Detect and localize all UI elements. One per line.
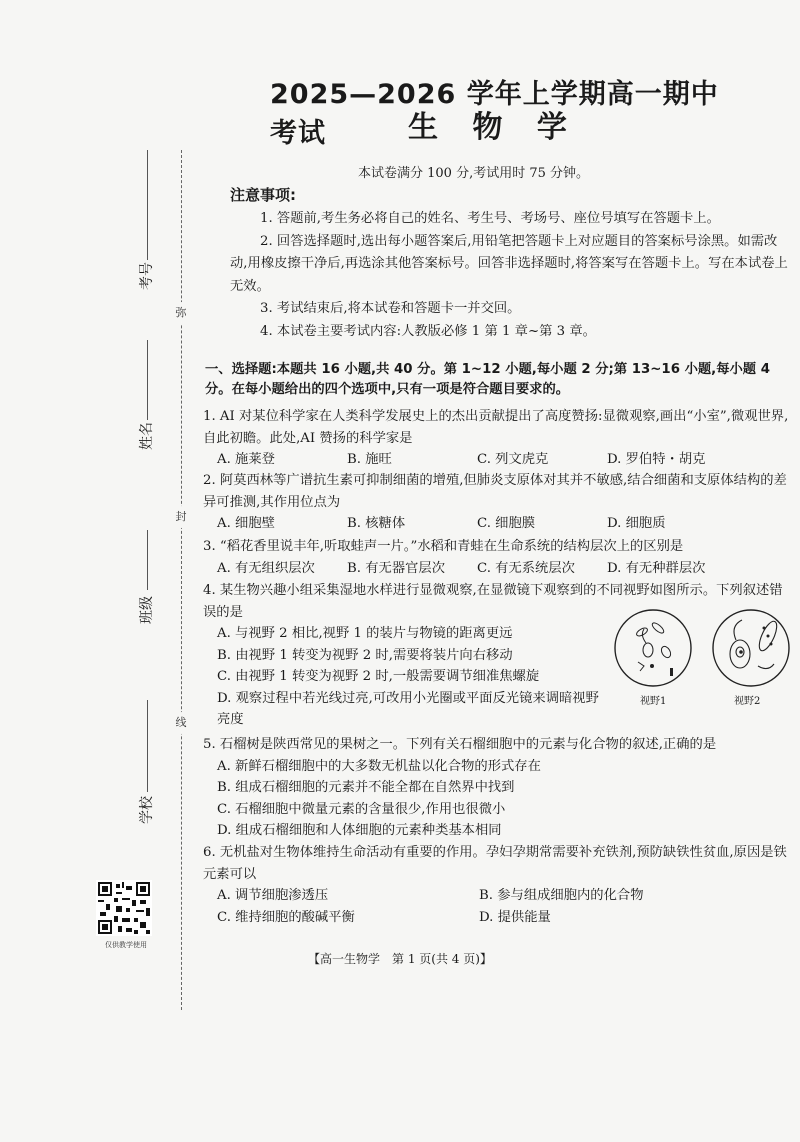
question-stem: 3. “稻花香里说丰年,听取蛙声一片。”水稻和青蛙在生命系统的结构层次上的区别是 [203,539,684,554]
field-line [147,150,148,260]
options-row [203,885,793,907]
option-d: D. 有无种群层次 [607,560,706,576]
options-row [203,449,793,471]
microscope-fields-figure [608,606,798,696]
question-6 [203,842,793,928]
option-c: C. 列文虎克 [477,452,549,467]
options-row [203,558,793,580]
option-d: D. 提供能量 [479,909,551,925]
option-b: B. 组成石榴细胞的元素并不能全都在自然界中找到 [217,780,515,795]
figure-caption-2: 视野2 [734,696,761,707]
notice-item: 3. 考试结束后,将本试卷和答题卡一并交回。 [260,301,521,316]
figure-caption-1: 视野1 [640,696,667,707]
exam-title: 2025—2026 学年上学期高一期中考试 [270,79,719,149]
field-line [147,700,148,792]
field-line [147,340,148,420]
notice-list [230,208,790,343]
qr-note: 仅供教学使用 [105,941,147,949]
exam-info: 本试卷满分 100 分,考试用时 75 分钟。 [358,166,590,181]
option-a: A. 新鲜石榴细胞中的大多数无机盐以化合物的形式存在 [217,758,541,774]
field-label: 班级 [139,596,155,624]
seal-char-feng: 封 [170,506,192,528]
question-2 [203,470,793,535]
field-line [147,530,148,590]
field-label: 考号 [139,262,155,290]
option-c: C. 石榴细胞中微量元素的含量很少,作用也很微小 [217,801,506,817]
option-c: C. 维持细胞的酸碱平衡 [217,909,355,925]
option-b: B. 施旺 [347,452,392,467]
option-a: A. 有无组织层次 [217,560,315,576]
question-stem: 6. 无机盐对生物体维持生命活动有重要的作用。孕妇孕期常需要补充铁剂,预防缺铁性贫血,原因是铁元素可以 [203,845,787,882]
option-a: A. 施莱登 [217,452,275,467]
notice-item: 2. 回答选择题时,选出每小题答案后,用铅笔把答题卡上对应题目的答案标号涂黑。如需改动,用橡皮擦干净后,再选涂其他答案标号。回答非选择题时,将答案写在答题卡上。写在本试卷上无效。 [230,233,788,294]
question-stem: 5. 石榴树是陕西常见的果树之一。下列有关石榴细胞中的元素与化合物的叙述,正确的是 [203,737,717,752]
seal-char-mi: 弥 [170,302,192,324]
qr-code-icon [96,880,152,936]
option-c: C. 有无系统层次 [477,560,575,576]
question-1 [203,406,793,471]
option-b: B. 有无器官层次 [347,560,446,576]
page-footer: 【高一生物学 第 1 页(共 4 页)】 [308,952,492,966]
option-c: C. 由视野 1 转变为视野 2 时,一般需要调节细准焦螺旋 [217,669,540,684]
option-b: B. 由视野 1 转变为视野 2 时,需要将装片向右移动 [217,647,513,663]
options-row [203,513,793,535]
option-b: B. 核糖体 [347,516,406,531]
binding-dashed-line [181,150,182,1010]
question-5 [203,734,793,842]
field-label: 学校 [139,796,155,824]
option-c: C. 细胞膜 [477,516,536,531]
subject-title: 生 物 学 [408,110,579,145]
field-class [128,530,168,690]
options-column [203,756,793,842]
field-label: 姓名 [139,422,155,450]
option-a: A. 与视野 2 相比,视野 1 的装片与物镜的距离更远 [217,626,513,641]
option-d: D. 细胞质 [607,516,666,531]
notice-title: 注意事项: [230,186,296,204]
options-column [203,623,603,731]
field-name [128,340,168,500]
notice-item: 4. 本试卷主要考试内容:人教版必修 1 第 1 章~第 3 章。 [260,323,596,339]
option-d: D. 罗伯特・胡克 [607,452,706,467]
options-row [203,907,793,929]
option-d: D. 观察过程中若光线过亮,可改用小光圈或平面反光镜来调暗视野亮度 [217,690,599,727]
question-stem: 1. AI 对某位科学家在人类科学发展史上的杰出贡献提出了高度赞扬:显微观察,画出“小室”,微观世界,自此初瞻。此处,AI 赞扬的科学家是 [203,409,789,446]
question-stem: 2. 阿莫西林等广谱抗生素可抑制细菌的增殖,但肺炎支原体对其并不敏感,结合细菌和支原体结构的差异可推测,其作用位点为 [203,473,787,510]
question-3 [203,536,793,579]
question-stem: 4. 某生物兴趣小组采集湿地水样进行显微观察,在显微镜下观察到的不同视野如图所示。下列叙述错误的是 [203,583,783,620]
seal-char-xian: 线 [170,712,192,734]
field-exam-number [128,150,168,310]
field-school [128,700,168,860]
option-a: A. 调节细胞渗透压 [217,888,329,903]
option-d: D. 组成石榴细胞和人体细胞的元素种类基本相同 [217,823,502,838]
section-heading: 一、选择题:本题共 16 小题,共 40 分。第 1~12 小题,每小题 2 分;第 13~16 小题,每小题 4 分。在每小题给出的四个选项中,只有一项是符合题目要求的。 [205,362,770,397]
option-b: B. 参与组成细胞内的化合物 [479,888,644,903]
notice-item: 1. 答题前,考生务必将自己的姓名、考生号、考场号、座位号填写在答题卡上。 [260,211,720,226]
option-a: A. 细胞壁 [217,516,275,531]
